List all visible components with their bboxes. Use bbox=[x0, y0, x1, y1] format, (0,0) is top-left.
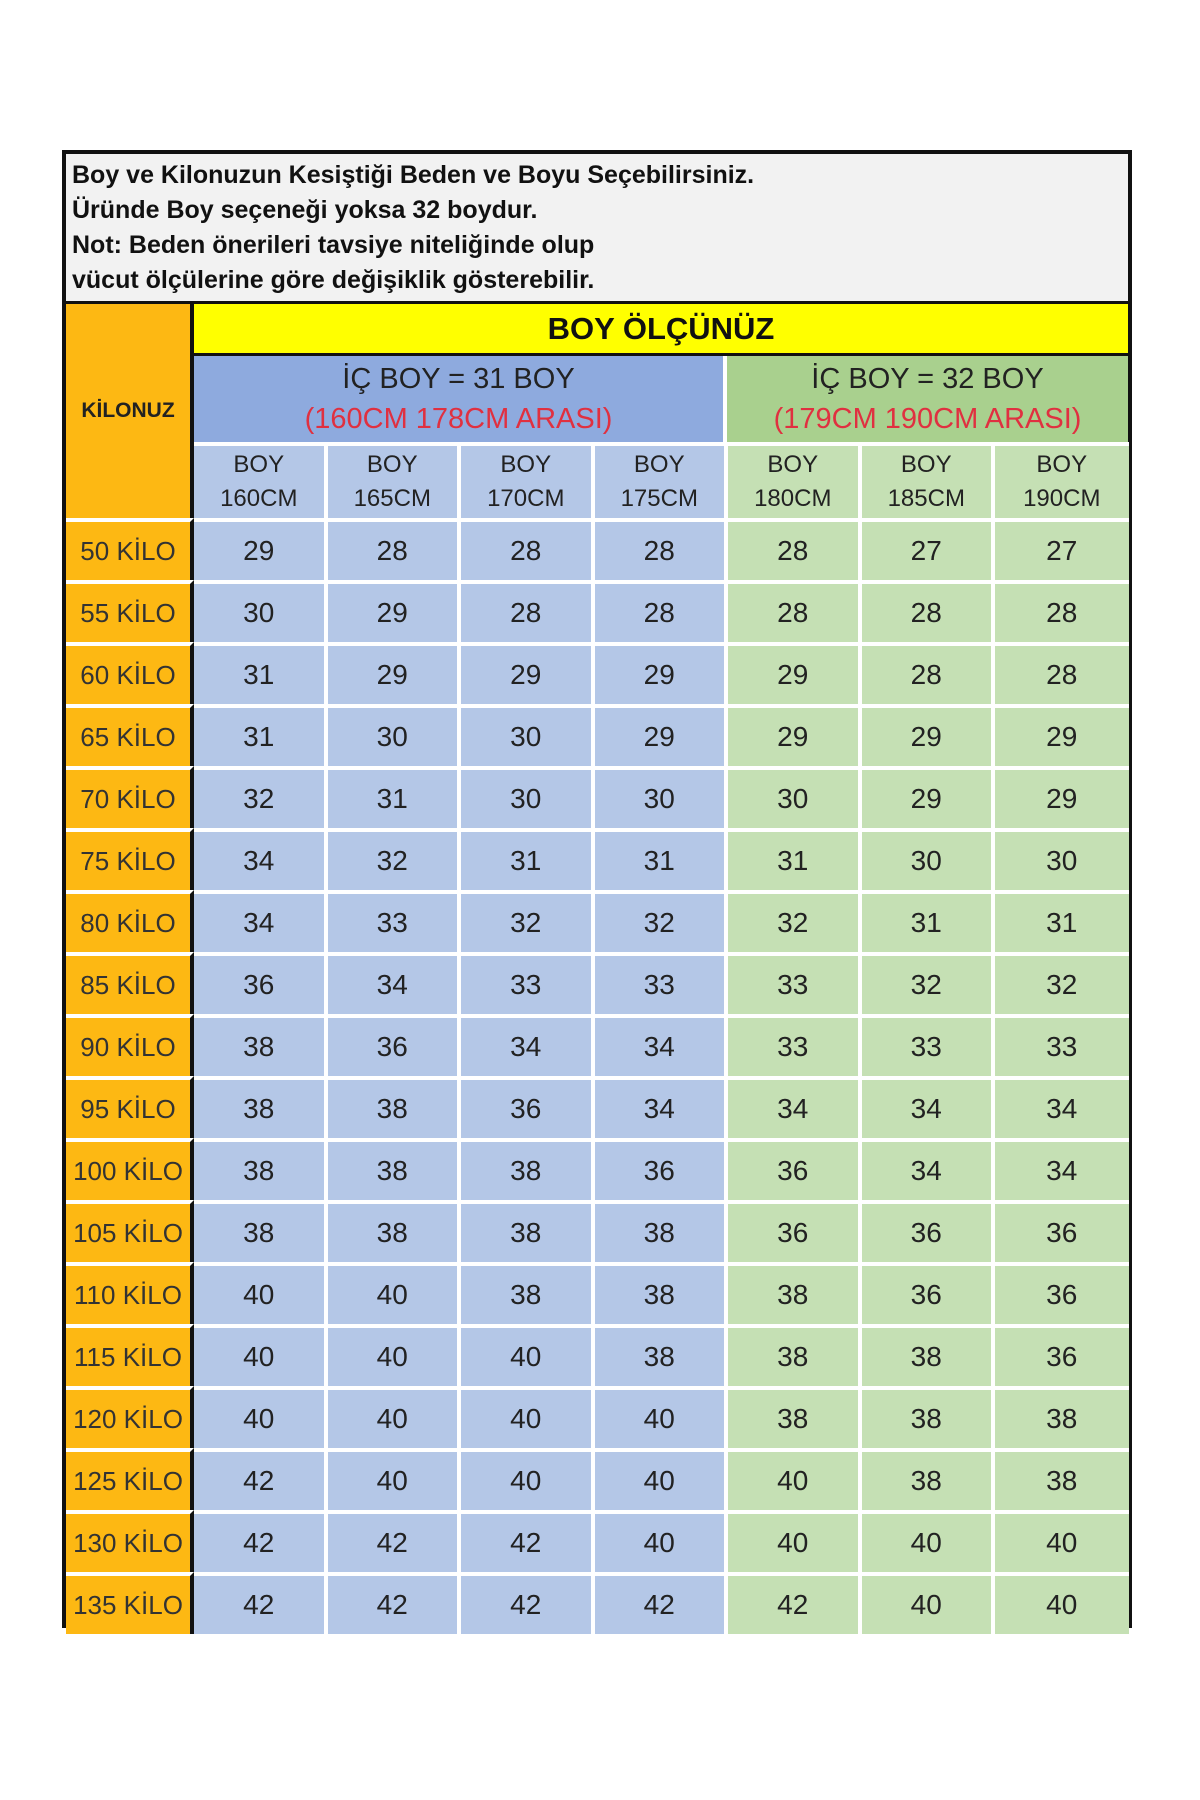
size-cell: 31 bbox=[194, 704, 328, 766]
size-cell: 30 bbox=[194, 580, 328, 642]
size-cell: 40 bbox=[328, 1386, 462, 1448]
note-line: vücut ölçülerine göre değişiklik gösterebilir. bbox=[72, 266, 595, 294]
size-cell: 42 bbox=[194, 1448, 328, 1510]
size-cell: 38 bbox=[595, 1324, 729, 1386]
size-cell: 28 bbox=[728, 518, 862, 580]
size-cell: 40 bbox=[328, 1324, 462, 1386]
size-cell: 30 bbox=[995, 828, 1129, 890]
size-cell: 28 bbox=[461, 518, 595, 580]
column-header-top: BOY bbox=[500, 451, 552, 478]
column-header-top: BOY bbox=[366, 451, 418, 478]
size-cell: 38 bbox=[862, 1324, 996, 1386]
column-header bbox=[995, 442, 1129, 518]
size-cell: 28 bbox=[995, 642, 1129, 704]
size-cell: 32 bbox=[194, 766, 328, 828]
size-cell: 32 bbox=[862, 952, 996, 1014]
size-cell: 40 bbox=[328, 1448, 462, 1510]
group-title: İÇ BOY = 32 BOY bbox=[811, 363, 1044, 395]
column-header-top: BOY bbox=[900, 451, 952, 478]
row-label: 65 KİLO bbox=[66, 704, 194, 766]
size-cell: 31 bbox=[862, 890, 996, 952]
row-label: 135 KİLO bbox=[66, 1572, 194, 1634]
size-cell: 29 bbox=[995, 704, 1129, 766]
size-cell: 40 bbox=[194, 1262, 328, 1324]
size-cell: 28 bbox=[461, 580, 595, 642]
size-cell: 31 bbox=[328, 766, 462, 828]
row-label: 75 KİLO bbox=[66, 828, 194, 890]
size-cell: 33 bbox=[595, 952, 729, 1014]
row-label: 95 KİLO bbox=[66, 1076, 194, 1138]
boy-olcunuz-header: BOY ÖLÇÜNÜZ bbox=[194, 304, 1128, 356]
size-cell: 38 bbox=[194, 1138, 328, 1200]
size-cell: 38 bbox=[328, 1138, 462, 1200]
size-cell: 42 bbox=[595, 1572, 729, 1634]
size-cell: 31 bbox=[595, 828, 729, 890]
size-cell: 38 bbox=[461, 1138, 595, 1200]
size-cell: 36 bbox=[862, 1200, 996, 1262]
size-cell: 42 bbox=[328, 1572, 462, 1634]
notes-box bbox=[66, 154, 1128, 304]
column-header bbox=[862, 442, 996, 518]
column-header bbox=[461, 442, 595, 518]
row-label: 60 KİLO bbox=[66, 642, 194, 704]
size-cell: 38 bbox=[328, 1200, 462, 1262]
group-range: (160CM 178CM ARASI) bbox=[304, 403, 613, 435]
size-cell: 34 bbox=[194, 828, 328, 890]
size-cell: 38 bbox=[728, 1386, 862, 1448]
column-header-bottom: 190CM bbox=[1023, 485, 1101, 512]
size-cell: 31 bbox=[194, 642, 328, 704]
row-label: 105 KİLO bbox=[66, 1200, 194, 1262]
size-cell: 40 bbox=[328, 1262, 462, 1324]
size-cell: 40 bbox=[595, 1510, 729, 1572]
size-cell: 31 bbox=[728, 828, 862, 890]
size-cell: 38 bbox=[995, 1448, 1129, 1510]
size-cell: 36 bbox=[194, 952, 328, 1014]
size-cell: 32 bbox=[328, 828, 462, 890]
row-label: 70 KİLO bbox=[66, 766, 194, 828]
size-cell: 29 bbox=[595, 642, 729, 704]
size-cell: 33 bbox=[728, 1014, 862, 1076]
size-cell: 40 bbox=[728, 1448, 862, 1510]
size-cell: 36 bbox=[862, 1262, 996, 1324]
size-cell: 29 bbox=[995, 766, 1129, 828]
size-cell: 34 bbox=[595, 1076, 729, 1138]
size-cell: 38 bbox=[595, 1200, 729, 1262]
row-label: 120 KİLO bbox=[66, 1386, 194, 1448]
row-label: 85 KİLO bbox=[66, 952, 194, 1014]
size-cell: 40 bbox=[461, 1386, 595, 1448]
size-cell: 30 bbox=[595, 766, 729, 828]
size-cell: 36 bbox=[728, 1138, 862, 1200]
size-cell: 28 bbox=[995, 580, 1129, 642]
size-cell: 34 bbox=[995, 1076, 1129, 1138]
row-label: 50 KİLO bbox=[66, 518, 194, 580]
note-line: Boy ve Kilonuzun Kesiştiği Beden ve Boyu Seçebilirsiniz. bbox=[72, 161, 755, 189]
column-header bbox=[328, 442, 462, 518]
column-header-bottom: 165CM bbox=[353, 485, 431, 512]
column-header-bottom: 185CM bbox=[887, 485, 965, 512]
column-header-top: BOY bbox=[1036, 451, 1088, 478]
size-cell: 28 bbox=[328, 518, 462, 580]
size-cell: 40 bbox=[995, 1572, 1129, 1634]
note-line: Üründe Boy seçeneği yoksa 32 boydur. bbox=[72, 196, 538, 224]
size-cell: 27 bbox=[862, 518, 996, 580]
size-cell: 42 bbox=[728, 1572, 862, 1634]
size-cell: 42 bbox=[194, 1510, 328, 1572]
column-header-top: BOY bbox=[233, 451, 285, 478]
size-cell: 33 bbox=[995, 1014, 1129, 1076]
size-cell: 36 bbox=[995, 1324, 1129, 1386]
size-cell: 31 bbox=[461, 828, 595, 890]
column-header bbox=[595, 442, 729, 518]
size-cell: 42 bbox=[194, 1572, 328, 1634]
column-header-bottom: 170CM bbox=[487, 485, 565, 512]
size-cell: 29 bbox=[728, 704, 862, 766]
group-header-31 bbox=[194, 356, 727, 442]
size-cell: 38 bbox=[461, 1200, 595, 1262]
size-cell: 33 bbox=[461, 952, 595, 1014]
size-cell: 34 bbox=[862, 1076, 996, 1138]
size-cell: 38 bbox=[728, 1262, 862, 1324]
size-cell: 34 bbox=[862, 1138, 996, 1200]
size-cell: 34 bbox=[194, 890, 328, 952]
size-cell: 38 bbox=[461, 1262, 595, 1324]
size-cell: 28 bbox=[862, 642, 996, 704]
size-cell: 29 bbox=[194, 518, 328, 580]
size-cell: 30 bbox=[328, 704, 462, 766]
size-cell: 32 bbox=[461, 890, 595, 952]
size-cell: 40 bbox=[595, 1448, 729, 1510]
size-cell: 34 bbox=[595, 1014, 729, 1076]
size-cell: 40 bbox=[728, 1510, 862, 1572]
column-header-bottom: 175CM bbox=[620, 485, 698, 512]
group-title: İÇ BOY = 31 BOY bbox=[342, 363, 575, 395]
size-cell: 27 bbox=[995, 518, 1129, 580]
size-cell: 42 bbox=[461, 1510, 595, 1572]
size-cell: 36 bbox=[595, 1138, 729, 1200]
row-label: 125 KİLO bbox=[66, 1448, 194, 1510]
size-cell: 38 bbox=[862, 1386, 996, 1448]
column-header-top: BOY bbox=[767, 451, 819, 478]
size-cell: 36 bbox=[328, 1014, 462, 1076]
size-cell: 28 bbox=[595, 580, 729, 642]
size-cell: 33 bbox=[328, 890, 462, 952]
size-cell: 32 bbox=[595, 890, 729, 952]
size-cell: 40 bbox=[461, 1448, 595, 1510]
size-cell: 40 bbox=[995, 1510, 1129, 1572]
size-cell: 28 bbox=[595, 518, 729, 580]
size-cell: 38 bbox=[194, 1014, 328, 1076]
size-cell: 28 bbox=[728, 580, 862, 642]
size-cell: 30 bbox=[461, 766, 595, 828]
row-label: 115 KİLO bbox=[66, 1324, 194, 1386]
column-header bbox=[194, 442, 328, 518]
size-cell: 30 bbox=[728, 766, 862, 828]
size-cell: 29 bbox=[461, 642, 595, 704]
size-cell: 29 bbox=[595, 704, 729, 766]
size-cell: 30 bbox=[862, 828, 996, 890]
size-cell: 38 bbox=[728, 1324, 862, 1386]
size-chart bbox=[62, 150, 1132, 1628]
size-cell: 34 bbox=[995, 1138, 1129, 1200]
kilonuz-header: KİLONUZ bbox=[66, 304, 194, 518]
size-cell: 42 bbox=[328, 1510, 462, 1572]
column-header-top: BOY bbox=[633, 451, 685, 478]
size-cell: 29 bbox=[328, 642, 462, 704]
size-cell: 32 bbox=[728, 890, 862, 952]
row-label: 55 KİLO bbox=[66, 580, 194, 642]
size-cell: 38 bbox=[194, 1200, 328, 1262]
size-cell: 40 bbox=[194, 1324, 328, 1386]
size-cell: 33 bbox=[728, 952, 862, 1014]
size-cell: 34 bbox=[461, 1014, 595, 1076]
size-cell: 38 bbox=[862, 1448, 996, 1510]
column-header-bottom: 180CM bbox=[754, 485, 832, 512]
size-cell: 40 bbox=[862, 1510, 996, 1572]
group-header-32 bbox=[727, 356, 1128, 442]
row-label: 80 KİLO bbox=[66, 890, 194, 952]
size-cell: 38 bbox=[995, 1386, 1129, 1448]
size-cell: 32 bbox=[995, 952, 1129, 1014]
size-cell: 34 bbox=[728, 1076, 862, 1138]
size-cell: 30 bbox=[461, 704, 595, 766]
size-cell: 33 bbox=[862, 1014, 996, 1076]
size-cell: 40 bbox=[595, 1386, 729, 1448]
row-label: 110 KİLO bbox=[66, 1262, 194, 1324]
column-header bbox=[728, 442, 862, 518]
size-cell: 29 bbox=[728, 642, 862, 704]
size-cell: 38 bbox=[595, 1262, 729, 1324]
size-cell: 40 bbox=[862, 1572, 996, 1634]
size-cell: 29 bbox=[862, 704, 996, 766]
group-range: (179CM 190CM ARASI) bbox=[773, 403, 1082, 435]
row-label: 90 KİLO bbox=[66, 1014, 194, 1076]
size-cell: 38 bbox=[194, 1076, 328, 1138]
row-label: 100 KİLO bbox=[66, 1138, 194, 1200]
note-line: Not: Beden önerileri tavsiye niteliğinde olup bbox=[72, 231, 595, 259]
size-cell: 40 bbox=[194, 1386, 328, 1448]
size-cell: 34 bbox=[328, 952, 462, 1014]
size-cell: 36 bbox=[728, 1200, 862, 1262]
size-cell: 36 bbox=[995, 1262, 1129, 1324]
size-cell: 29 bbox=[862, 766, 996, 828]
size-cell: 42 bbox=[461, 1572, 595, 1634]
size-cell: 36 bbox=[995, 1200, 1129, 1262]
size-cell: 28 bbox=[862, 580, 996, 642]
row-label: 130 KİLO bbox=[66, 1510, 194, 1572]
size-cell: 31 bbox=[995, 890, 1129, 952]
column-header-bottom: 160CM bbox=[220, 485, 298, 512]
size-cell: 38 bbox=[328, 1076, 462, 1138]
size-cell: 40 bbox=[461, 1324, 595, 1386]
size-cell: 36 bbox=[461, 1076, 595, 1138]
size-cell: 29 bbox=[328, 580, 462, 642]
